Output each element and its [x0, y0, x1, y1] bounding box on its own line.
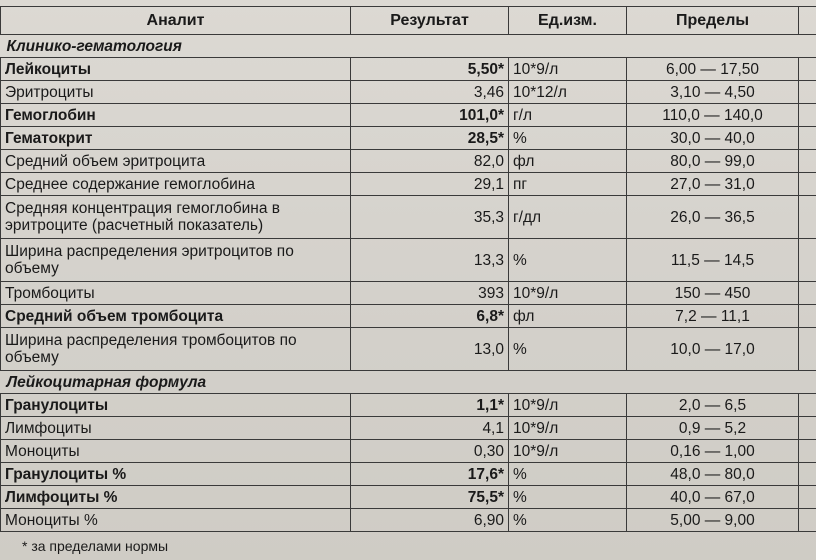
unit-value: 10*9/л	[509, 282, 627, 305]
reference-range: 3,10 — 4,50	[627, 81, 799, 104]
result-value: 17,6*	[351, 463, 509, 486]
analyte-name: Эритроциты	[1, 81, 351, 104]
reference-range: 10,0 — 17,0	[627, 328, 799, 371]
result-value: 1,1*	[351, 394, 509, 417]
analyte-name: Тромбоциты	[1, 282, 351, 305]
section-title: Лейкоцитарная формула	[1, 371, 816, 394]
result-value: 0,30	[351, 440, 509, 463]
table-row	[1, 81, 816, 104]
table-row	[1, 282, 816, 305]
section-row	[1, 371, 816, 394]
analyte-name: Моноциты	[1, 440, 351, 463]
table-row	[1, 463, 816, 486]
reference-range: 27,0 — 31,0	[627, 173, 799, 196]
header-analyte: Аналит	[1, 7, 351, 35]
table-row	[1, 150, 816, 173]
unit-value: г/дл	[509, 196, 627, 239]
result-value: 13,3	[351, 239, 509, 282]
reference-range: 30,0 — 40,0	[627, 127, 799, 150]
unit-value: 10*9/л	[509, 394, 627, 417]
reference-range: 0,9 — 5,2	[627, 417, 799, 440]
row-edge	[799, 173, 816, 196]
table-row	[1, 104, 816, 127]
result-value: 393	[351, 282, 509, 305]
result-value: 28,5*	[351, 127, 509, 150]
analyte-name: Гранулоциты	[1, 394, 351, 417]
analyte-name: Гемоглобин	[1, 104, 351, 127]
reference-range: 40,0 — 67,0	[627, 486, 799, 509]
analyte-name: Среднее содержание гемоглобина	[1, 173, 351, 196]
reference-range: 150 — 450	[627, 282, 799, 305]
reference-range: 5,00 — 9,00	[627, 509, 799, 532]
analyte-name: Гранулоциты %	[1, 463, 351, 486]
reference-range: 26,0 — 36,5	[627, 196, 799, 239]
row-edge	[799, 150, 816, 173]
table-row	[1, 196, 816, 239]
header-range: Пределы	[627, 7, 799, 35]
row-edge	[799, 328, 816, 371]
unit-value: фл	[509, 305, 627, 328]
section-title: Клинико-гематология	[1, 35, 816, 58]
table-row	[1, 394, 816, 417]
analyte-name: Ширина распределения эритроцитов по объему	[1, 239, 351, 282]
unit-value: 10*9/л	[509, 58, 627, 81]
analyte-name: Гематокрит	[1, 127, 351, 150]
table-row	[1, 417, 816, 440]
table-row	[1, 486, 816, 509]
analyte-name: Лимфоциты	[1, 417, 351, 440]
table-header-row	[1, 7, 816, 35]
reference-range: 6,00 — 17,50	[627, 58, 799, 81]
table-row	[1, 509, 816, 532]
reference-range: 110,0 — 140,0	[627, 104, 799, 127]
table-row	[1, 305, 816, 328]
row-edge	[799, 305, 816, 328]
reference-range: 11,5 — 14,5	[627, 239, 799, 282]
table-row	[1, 328, 816, 371]
result-value: 13,0	[351, 328, 509, 371]
analyte-name: Ширина распределения тромбоцитов по объему	[1, 328, 351, 371]
row-edge	[799, 440, 816, 463]
reference-range: 7,2 — 11,1	[627, 305, 799, 328]
analyte-name: Средняя концентрация гемоглобина в эритроците (расчетный показатель)	[1, 196, 351, 239]
row-edge	[799, 282, 816, 305]
table-row	[1, 58, 816, 81]
result-value: 82,0	[351, 150, 509, 173]
result-value: 4,1	[351, 417, 509, 440]
unit-value: 10*12/л	[509, 81, 627, 104]
analyte-name: Лейкоциты	[1, 58, 351, 81]
result-value: 101,0*	[351, 104, 509, 127]
table-row	[1, 440, 816, 463]
footnote: * за пределами нормы	[22, 538, 169, 554]
unit-value: 10*9/л	[509, 440, 627, 463]
unit-value: %	[509, 127, 627, 150]
row-edge	[799, 509, 816, 532]
analyte-name: Моноциты %	[1, 509, 351, 532]
table-row	[1, 127, 816, 150]
reference-range: 0,16 — 1,00	[627, 440, 799, 463]
unit-value: %	[509, 509, 627, 532]
table-row	[1, 173, 816, 196]
table-row	[1, 239, 816, 282]
result-value: 75,5*	[351, 486, 509, 509]
unit-value: пг	[509, 173, 627, 196]
result-value: 6,90	[351, 509, 509, 532]
row-edge	[799, 394, 816, 417]
unit-value: г/л	[509, 104, 627, 127]
analyte-name: Средний объем тромбоцита	[1, 305, 351, 328]
row-edge	[799, 196, 816, 239]
result-value: 35,3	[351, 196, 509, 239]
section-row	[1, 35, 816, 58]
row-edge	[799, 486, 816, 509]
analyte-name: Средний объем эритроцита	[1, 150, 351, 173]
row-edge	[799, 58, 816, 81]
result-value: 5,50*	[351, 58, 509, 81]
row-edge	[799, 239, 816, 282]
unit-value: %	[509, 463, 627, 486]
lab-results-table	[0, 6, 816, 532]
row-edge	[799, 463, 816, 486]
row-edge	[799, 81, 816, 104]
result-value: 29,1	[351, 173, 509, 196]
header-result: Результат	[351, 7, 509, 35]
result-value: 6,8*	[351, 305, 509, 328]
row-edge	[799, 127, 816, 150]
header-edge	[799, 7, 816, 35]
row-edge	[799, 104, 816, 127]
unit-value: 10*9/л	[509, 417, 627, 440]
unit-value: %	[509, 486, 627, 509]
unit-value: %	[509, 328, 627, 371]
reference-range: 80,0 — 99,0	[627, 150, 799, 173]
unit-value: фл	[509, 150, 627, 173]
header-unit: Ед.изм.	[509, 7, 627, 35]
result-value: 3,46	[351, 81, 509, 104]
reference-range: 2,0 — 6,5	[627, 394, 799, 417]
reference-range: 48,0 — 80,0	[627, 463, 799, 486]
unit-value: %	[509, 239, 627, 282]
analyte-name: Лимфоциты %	[1, 486, 351, 509]
row-edge	[799, 417, 816, 440]
